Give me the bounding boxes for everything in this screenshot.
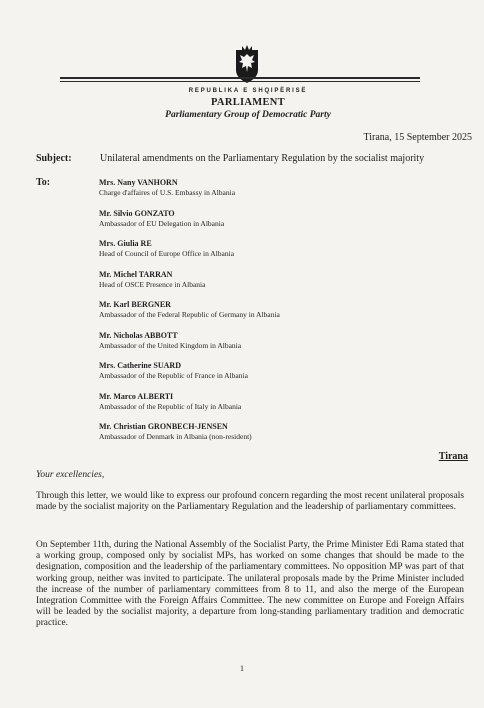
recipient-title: Ambassador of EU Delegation in Albania (99, 218, 225, 228)
recipient-title: Head of OSCE Presence in Albania (99, 279, 206, 289)
recipient-name: Mr. Michel TARRAN (99, 269, 173, 279)
recipient-item (99, 392, 439, 423)
header-rule-thick (60, 77, 420, 79)
subject-text: Unilateral amendments on the Parliamentary Regulation by the socialist majority (100, 153, 425, 164)
recipient-title: Ambassador of Denmark in Albania (non-resident) (99, 432, 252, 441)
recipient-item (99, 178, 439, 209)
body-paragraph: Through this letter, we would like to express our profound concern regarding the most recent unilateral proposals made by the socialist majority on the Parliamentary Regulation and the leadership of parliamentary committees. (36, 491, 464, 513)
salutation: Your excellencies, (36, 470, 105, 480)
body-paragraph: On September 11th, during the National Assembly of the Socialist Party, the Prime Minister Edi Rama stated that a working group, composed only by socialist MPs, has worked on some changes that should be made to the designation, composition and the leadership of the parliamentary committees. No opposition MP was part of that working group, neither was invited to participate. The unilateral proposals made by the Prime Minister included the increase of the number of parliamentary committees from 8 to 11, and also the merge of the European Integration Committee with the Foreign Affairs Committee. The new committee on Europe and Foreign Affairs will be leaded by the socialist majority, a departure from long-standing parliamentary tradition and democratic practice. (36, 540, 464, 629)
tirana-mark: Tirana (438, 451, 468, 462)
group-name: Parliamentary Group of Democratic Party (165, 110, 331, 120)
letter-date: Tirana, 15 September 2025 (363, 132, 472, 143)
recipient-name: Mr. Christian GRONBECH-JENSEN (99, 422, 228, 431)
recipient-title: Head of Council of Europe Office in Albania (99, 249, 235, 258)
header-rule-thin (60, 81, 420, 82)
recipient-name: Mrs. Catherine SUARD (99, 361, 181, 370)
recipient-item (99, 209, 439, 240)
subject-label: Subject: (36, 153, 72, 164)
recipient-item (99, 331, 439, 362)
recipient-list (99, 178, 439, 453)
recipient-name: Mr. Silvio GONZATO (99, 208, 175, 218)
recipient-item (99, 422, 439, 453)
recipient-title: Ambassador of the Republic of Italy in Albania (99, 401, 242, 411)
recipient-name: Mr. Karl BERGNER (99, 300, 171, 309)
recipient-title: Charge d'affaires of U.S. Embassy in Albania (99, 188, 236, 197)
recipient-title: Ambassador of the Republic of France in Albania (99, 371, 248, 380)
recipient-name: Mrs. Nany VANHORN (99, 178, 178, 187)
page-number: 1 (240, 664, 244, 673)
recipient-item (99, 300, 439, 331)
republic-name: REPUBLIKA E SHQIPËRISË (188, 88, 308, 94)
recipient-title: Ambassador of the Federal Republic of Germany in Albania (99, 310, 280, 319)
recipient-item (99, 361, 439, 392)
recipient-item (99, 239, 439, 270)
to-label: To: (36, 177, 51, 188)
recipient-name: Mr. Marco ALBERTI (99, 391, 174, 401)
parliament-title: PARLIAMENT (211, 97, 285, 108)
recipient-item (99, 270, 439, 301)
recipient-name: Mr. Nicholas ABBOTT (99, 330, 178, 340)
recipient-name: Mrs. Giulia RE (99, 239, 152, 248)
recipient-title: Ambassador of the United Kingdom in Albania (99, 340, 242, 350)
